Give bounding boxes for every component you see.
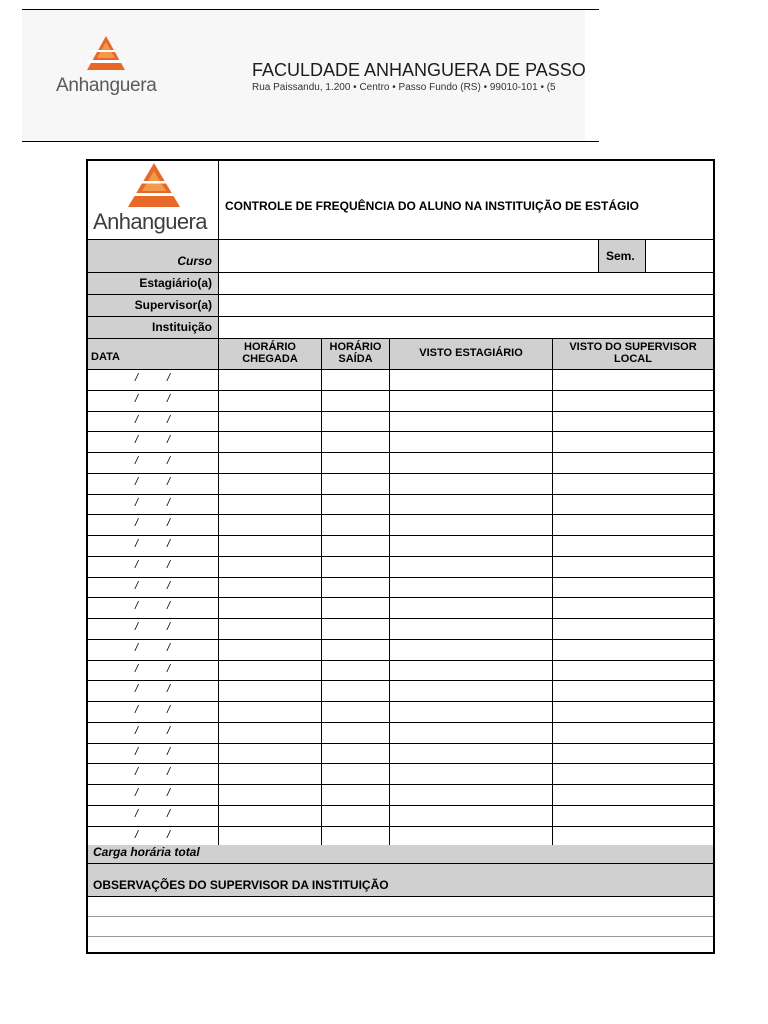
date-separator: /	[167, 579, 171, 592]
date-separator: /	[167, 641, 171, 654]
date-separator: /	[135, 828, 139, 841]
date-separator: /	[135, 475, 139, 488]
label-estagiario: Estagiário(a)	[139, 276, 212, 290]
date-separator: /	[167, 724, 171, 737]
table-row[interactable]	[88, 536, 713, 556]
table-row[interactable]	[88, 785, 713, 805]
letterhead-address: Rua Paissandu, 1.200 • Centro • Passo Fundo (RS) • 99010-101 • (5	[252, 82, 556, 93]
table-row[interactable]	[88, 453, 713, 473]
date-separator: /	[135, 724, 139, 737]
date-separator: /	[167, 683, 171, 696]
column-header-saida-line1: HORÁRIO	[329, 341, 382, 353]
column-header-visto-estagiario: VISTO ESTAGIÁRIO	[419, 347, 523, 359]
column-header-saida	[322, 341, 389, 365]
table-row[interactable]	[88, 412, 713, 432]
form-brand: Anhanguera	[93, 209, 207, 234]
date-separator: /	[167, 434, 171, 447]
date-separator: /	[167, 787, 171, 799]
form-logo-block	[88, 161, 219, 239]
label-instituicao: Instituição	[151, 320, 212, 334]
observacoes-label: OBSERVAÇÕES DO SUPERVISOR DA INSTITUIÇÃO	[93, 878, 389, 892]
date-separator: /	[135, 807, 139, 820]
table-row[interactable]	[88, 723, 713, 743]
letterhead-title: FACULDADE ANHANGUERA DE PASSO	[252, 60, 586, 80]
table-row[interactable]	[88, 495, 713, 515]
table-row[interactable]	[88, 661, 713, 681]
table-row[interactable]	[88, 557, 713, 577]
date-separator: /	[167, 517, 171, 530]
semestre-field[interactable]	[646, 240, 713, 272]
date-separator: /	[135, 662, 139, 675]
label-curso: Curso	[177, 254, 212, 268]
letterhead-bottom-rule	[22, 141, 599, 142]
divider	[218, 161, 219, 239]
observation-line[interactable]	[88, 917, 713, 936]
date-separator: /	[167, 538, 171, 550]
letterhead-brand: Anhanguera	[56, 75, 157, 96]
date-separator: /	[167, 496, 171, 509]
date-separator: /	[167, 558, 171, 571]
date-separator: /	[167, 662, 171, 675]
date-separator: /	[135, 683, 139, 696]
table-row[interactable]	[88, 702, 713, 722]
column-header-chegada-line2: CHEGADA	[242, 353, 298, 365]
carga-horaria-label: Carga horária total	[93, 845, 200, 859]
date-separator: /	[167, 372, 171, 384]
curso-field[interactable]	[219, 240, 598, 272]
table-row[interactable]	[88, 827, 713, 847]
column-header-chegada	[219, 341, 321, 365]
observation-line[interactable]	[88, 897, 713, 916]
column-divider	[389, 339, 390, 846]
table-row[interactable]	[88, 681, 713, 701]
table-row[interactable]	[88, 578, 713, 598]
table-row[interactable]	[88, 370, 713, 390]
date-separator: /	[167, 745, 171, 758]
date-separator: /	[167, 807, 171, 820]
table-row[interactable]	[88, 764, 713, 784]
date-separator: /	[167, 621, 171, 633]
supervisor-field[interactable]	[219, 295, 713, 316]
date-separator: /	[167, 600, 171, 613]
column-header-visto-supervisor-line2: LOCAL	[614, 353, 652, 365]
form-title: CONTROLE DE FREQUÊNCIA DO ALUNO NA INSTITUIÇÃO DE ESTÁGIO	[225, 199, 640, 213]
column-header-chegada-line1: HORÁRIO	[244, 341, 296, 353]
date-separator: /	[135, 372, 139, 384]
divider	[218, 239, 219, 338]
date-separator: /	[167, 392, 171, 405]
date-separator: /	[167, 766, 171, 779]
table-row[interactable]	[88, 432, 713, 452]
date-separator: /	[167, 704, 171, 716]
date-separator: /	[135, 434, 139, 447]
date-separator: /	[135, 558, 139, 571]
date-separator: /	[135, 621, 139, 633]
label-semestre: Sem.	[606, 249, 635, 263]
column-divider	[218, 339, 219, 846]
date-separator: /	[135, 392, 139, 405]
date-separator: /	[135, 579, 139, 592]
date-separator: /	[167, 455, 171, 467]
column-header-saida-line2: SAÍDA	[338, 353, 373, 365]
date-separator: /	[135, 766, 139, 779]
observation-line[interactable]	[88, 937, 713, 956]
date-separator: /	[167, 475, 171, 488]
date-separator: /	[167, 828, 171, 841]
column-divider	[321, 339, 322, 846]
date-separator: /	[167, 413, 171, 426]
date-separator: /	[135, 455, 139, 467]
table-row[interactable]	[88, 640, 713, 660]
table-row[interactable]	[88, 598, 713, 618]
date-separator: /	[135, 496, 139, 509]
date-separator: /	[135, 538, 139, 550]
date-separator: /	[135, 787, 139, 799]
date-separator: /	[135, 641, 139, 654]
date-separator: /	[135, 745, 139, 758]
table-row[interactable]	[88, 744, 713, 764]
date-separator: /	[135, 517, 139, 530]
date-separator: /	[135, 704, 139, 716]
date-separator: /	[135, 413, 139, 426]
column-header-visto-supervisor	[553, 341, 713, 365]
table-row[interactable]	[88, 515, 713, 535]
table-row[interactable]	[88, 474, 713, 494]
letterhead-top-rule	[22, 9, 599, 10]
label-supervisor: Supervisor(a)	[134, 298, 212, 312]
instituicao-field[interactable]	[219, 317, 713, 338]
table-row[interactable]	[88, 391, 713, 411]
table-row[interactable]	[88, 619, 713, 639]
column-header-data: DATA	[91, 351, 120, 363]
date-separator: /	[135, 600, 139, 613]
column-header-visto-supervisor-line1: VISTO DO SUPERVISOR	[569, 341, 697, 353]
table-row[interactable]	[88, 806, 713, 826]
column-divider	[552, 339, 553, 846]
attendance-form	[86, 159, 715, 954]
anhanguera-logo-icon	[126, 163, 182, 209]
estagiario-field[interactable]	[219, 273, 713, 294]
